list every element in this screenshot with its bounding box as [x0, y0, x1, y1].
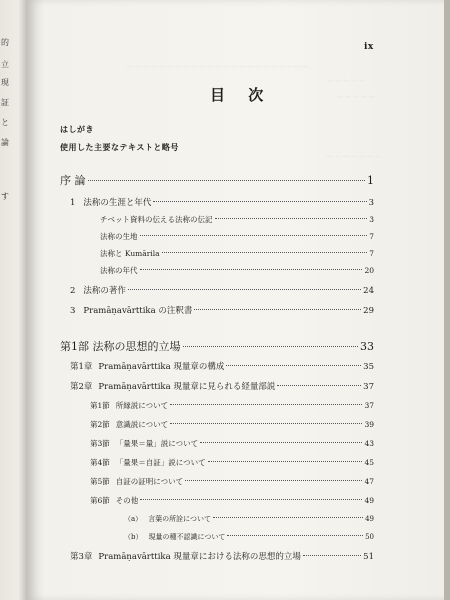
- toc-page: 49: [365, 515, 374, 523]
- subsection-title: 「量果＝量」説について: [115, 439, 199, 448]
- section-title: 法称の生涯と年代: [83, 198, 152, 208]
- prev-page-char: と: [1, 118, 9, 127]
- leader-dots: [303, 555, 361, 556]
- toc-label: [70, 196, 151, 208]
- leader-dots: [208, 461, 363, 462]
- toc-label: [90, 476, 183, 487]
- toc-page: 33: [360, 340, 374, 353]
- toc-page: 7: [369, 232, 374, 241]
- toc-label: [124, 532, 225, 542]
- toc-entry-subsection: [100, 214, 374, 225]
- item-marker: （b）: [124, 533, 143, 541]
- leader-dots: [140, 269, 363, 270]
- toc-entry-subsection: [90, 419, 374, 430]
- toc-page: 43: [364, 439, 374, 448]
- subsection-number: 第3節: [90, 439, 110, 448]
- toc-label: [90, 400, 168, 411]
- toc-entry-chapter: [70, 550, 374, 562]
- subsection-number: 第2節: [90, 420, 110, 429]
- subsection-title: 意識説について: [115, 420, 169, 429]
- page-number: ix: [364, 42, 374, 52]
- section-number: 1: [70, 198, 76, 208]
- toc-page: 51: [363, 552, 374, 562]
- leader-dots: [170, 423, 362, 424]
- toc-entry-subsection: [100, 231, 374, 242]
- page-edge: [444, 0, 450, 600]
- leader-dots: [153, 201, 366, 202]
- toc-page: 49: [364, 496, 374, 505]
- leader-dots: [277, 385, 361, 386]
- toc-entry-section: [70, 284, 374, 296]
- leader-dots: [213, 517, 363, 518]
- toc-label: [70, 284, 126, 296]
- toc-entry-subsection: [100, 265, 374, 276]
- toc-page: 24: [363, 286, 374, 296]
- subsection-title: 自証の証明について: [115, 477, 184, 486]
- toc-label: [90, 495, 138, 506]
- chapter-number: 第3章: [70, 552, 93, 562]
- prev-page-char: す: [1, 192, 9, 201]
- item-title: 言葉の所詮について: [148, 515, 212, 523]
- toc-entry-intro: [60, 172, 374, 188]
- leader-dots: [162, 252, 368, 253]
- toc-entry-subsection: [90, 438, 374, 449]
- toc-entry-section: [70, 304, 374, 316]
- leader-dots: [128, 289, 361, 290]
- subsection-title: その他: [115, 496, 139, 505]
- toc-label: 序 論: [60, 174, 86, 187]
- leader-dots: [215, 218, 368, 219]
- leader-dots: [140, 235, 368, 236]
- toc-page: 29: [363, 306, 374, 316]
- leader-dots: [226, 365, 361, 366]
- toc-entry-subsection: [90, 457, 374, 468]
- toc-entry-item: [124, 532, 374, 542]
- subsection-title: 「量果＝自証」説について: [115, 458, 206, 467]
- toc-label: 法称の生地: [100, 232, 138, 241]
- toc-page: 39: [364, 420, 374, 429]
- bleed-through-text: ～～～～～～～～～～～～～～～～～～～～～～～: [126, 63, 310, 71]
- leader-dots: [140, 499, 362, 500]
- page-title: 目 次: [210, 86, 273, 104]
- chapter-title: Pramāṇavārttika 現量章に見られる経量部説: [98, 382, 276, 392]
- toc-page: 47: [364, 477, 374, 486]
- chapter-title: Pramāṇavārttika 現量章における法称の思想的立場: [98, 552, 301, 562]
- leader-dots: [88, 180, 366, 181]
- prev-page-char: 的: [1, 38, 9, 47]
- bleed-through-text: ～～～～～: [336, 93, 376, 101]
- toc-label: [90, 457, 206, 468]
- toc-entry-section: [70, 196, 374, 208]
- toc-label: [70, 550, 301, 562]
- front-matter-abbreviations: 使用した主要なテキストと略号: [60, 142, 179, 152]
- subsection-number: 第6節: [90, 496, 110, 505]
- chapter-number: 第2章: [70, 382, 93, 392]
- bleed-through-text: ～～～～～～～: [326, 153, 382, 161]
- toc-label: 法称の年代: [100, 266, 138, 275]
- prev-page-char: 立: [1, 60, 9, 69]
- subsection-number: 第4節: [90, 458, 110, 467]
- toc-page: 50: [365, 533, 374, 541]
- item-marker: （a）: [124, 515, 143, 523]
- toc-page: 1: [367, 174, 374, 187]
- item-title: 現量の種不認識について: [148, 533, 226, 541]
- toc-entry-part: [60, 338, 374, 354]
- toc-page: 37: [364, 401, 374, 410]
- leader-dots: [194, 309, 361, 310]
- section-number: 3: [70, 306, 76, 316]
- toc-label: [124, 514, 211, 524]
- toc-entry-subsection: [90, 495, 374, 506]
- toc-label: チベット資料の伝える法称の伝記: [100, 215, 213, 224]
- toc-page: 37: [363, 382, 374, 392]
- toc-label: 法称と Kumārila: [100, 249, 160, 258]
- toc-page: 20: [364, 266, 374, 275]
- toc-entry-subsection: [90, 400, 374, 411]
- subsection-number: 第1節: [90, 401, 110, 410]
- subsection-number: 第5節: [90, 477, 110, 486]
- prev-page-char: 現: [1, 78, 9, 87]
- leader-dots: [185, 480, 362, 481]
- toc-entry-chapter: [70, 380, 374, 392]
- chapter-title: Pramāṇavārttika 現量章の構成: [98, 362, 225, 372]
- toc-label: [70, 360, 224, 372]
- toc-label: [90, 419, 168, 430]
- leader-dots: [227, 535, 363, 536]
- prev-page-char: 論: [1, 138, 9, 147]
- toc-page: 3: [368, 198, 374, 208]
- toc-label: [70, 380, 275, 392]
- toc-entry-subsection: [100, 248, 374, 259]
- toc-page: 7: [369, 249, 374, 258]
- toc-entry-item: [124, 514, 374, 524]
- leader-dots: [183, 346, 359, 347]
- toc-label: [70, 304, 192, 316]
- toc-page: 45: [364, 458, 374, 467]
- section-number: 2: [70, 286, 76, 296]
- toc-label: [90, 438, 198, 449]
- toc-page: 35: [363, 362, 374, 372]
- previous-page-edge: [0, 0, 26, 600]
- book-page: [26, 0, 446, 600]
- subsection-title: 所縁説について: [115, 401, 169, 410]
- front-matter-preface: はしがき: [60, 124, 94, 134]
- toc-entry-chapter: [70, 360, 374, 372]
- toc-label: 第1部 法称の思想的立場: [60, 340, 181, 353]
- toc-entry-subsection: [90, 476, 374, 487]
- leader-dots: [200, 442, 362, 443]
- section-title: 法称の著作: [83, 286, 126, 296]
- section-title: Pramāṇavārttika の注釈書: [83, 306, 193, 316]
- leader-dots: [170, 404, 362, 405]
- prev-page-char: 証: [1, 98, 9, 107]
- chapter-number: 第1章: [70, 362, 93, 372]
- bleed-through-text: ～～～～～: [326, 77, 366, 85]
- toc-page: 3: [369, 215, 374, 224]
